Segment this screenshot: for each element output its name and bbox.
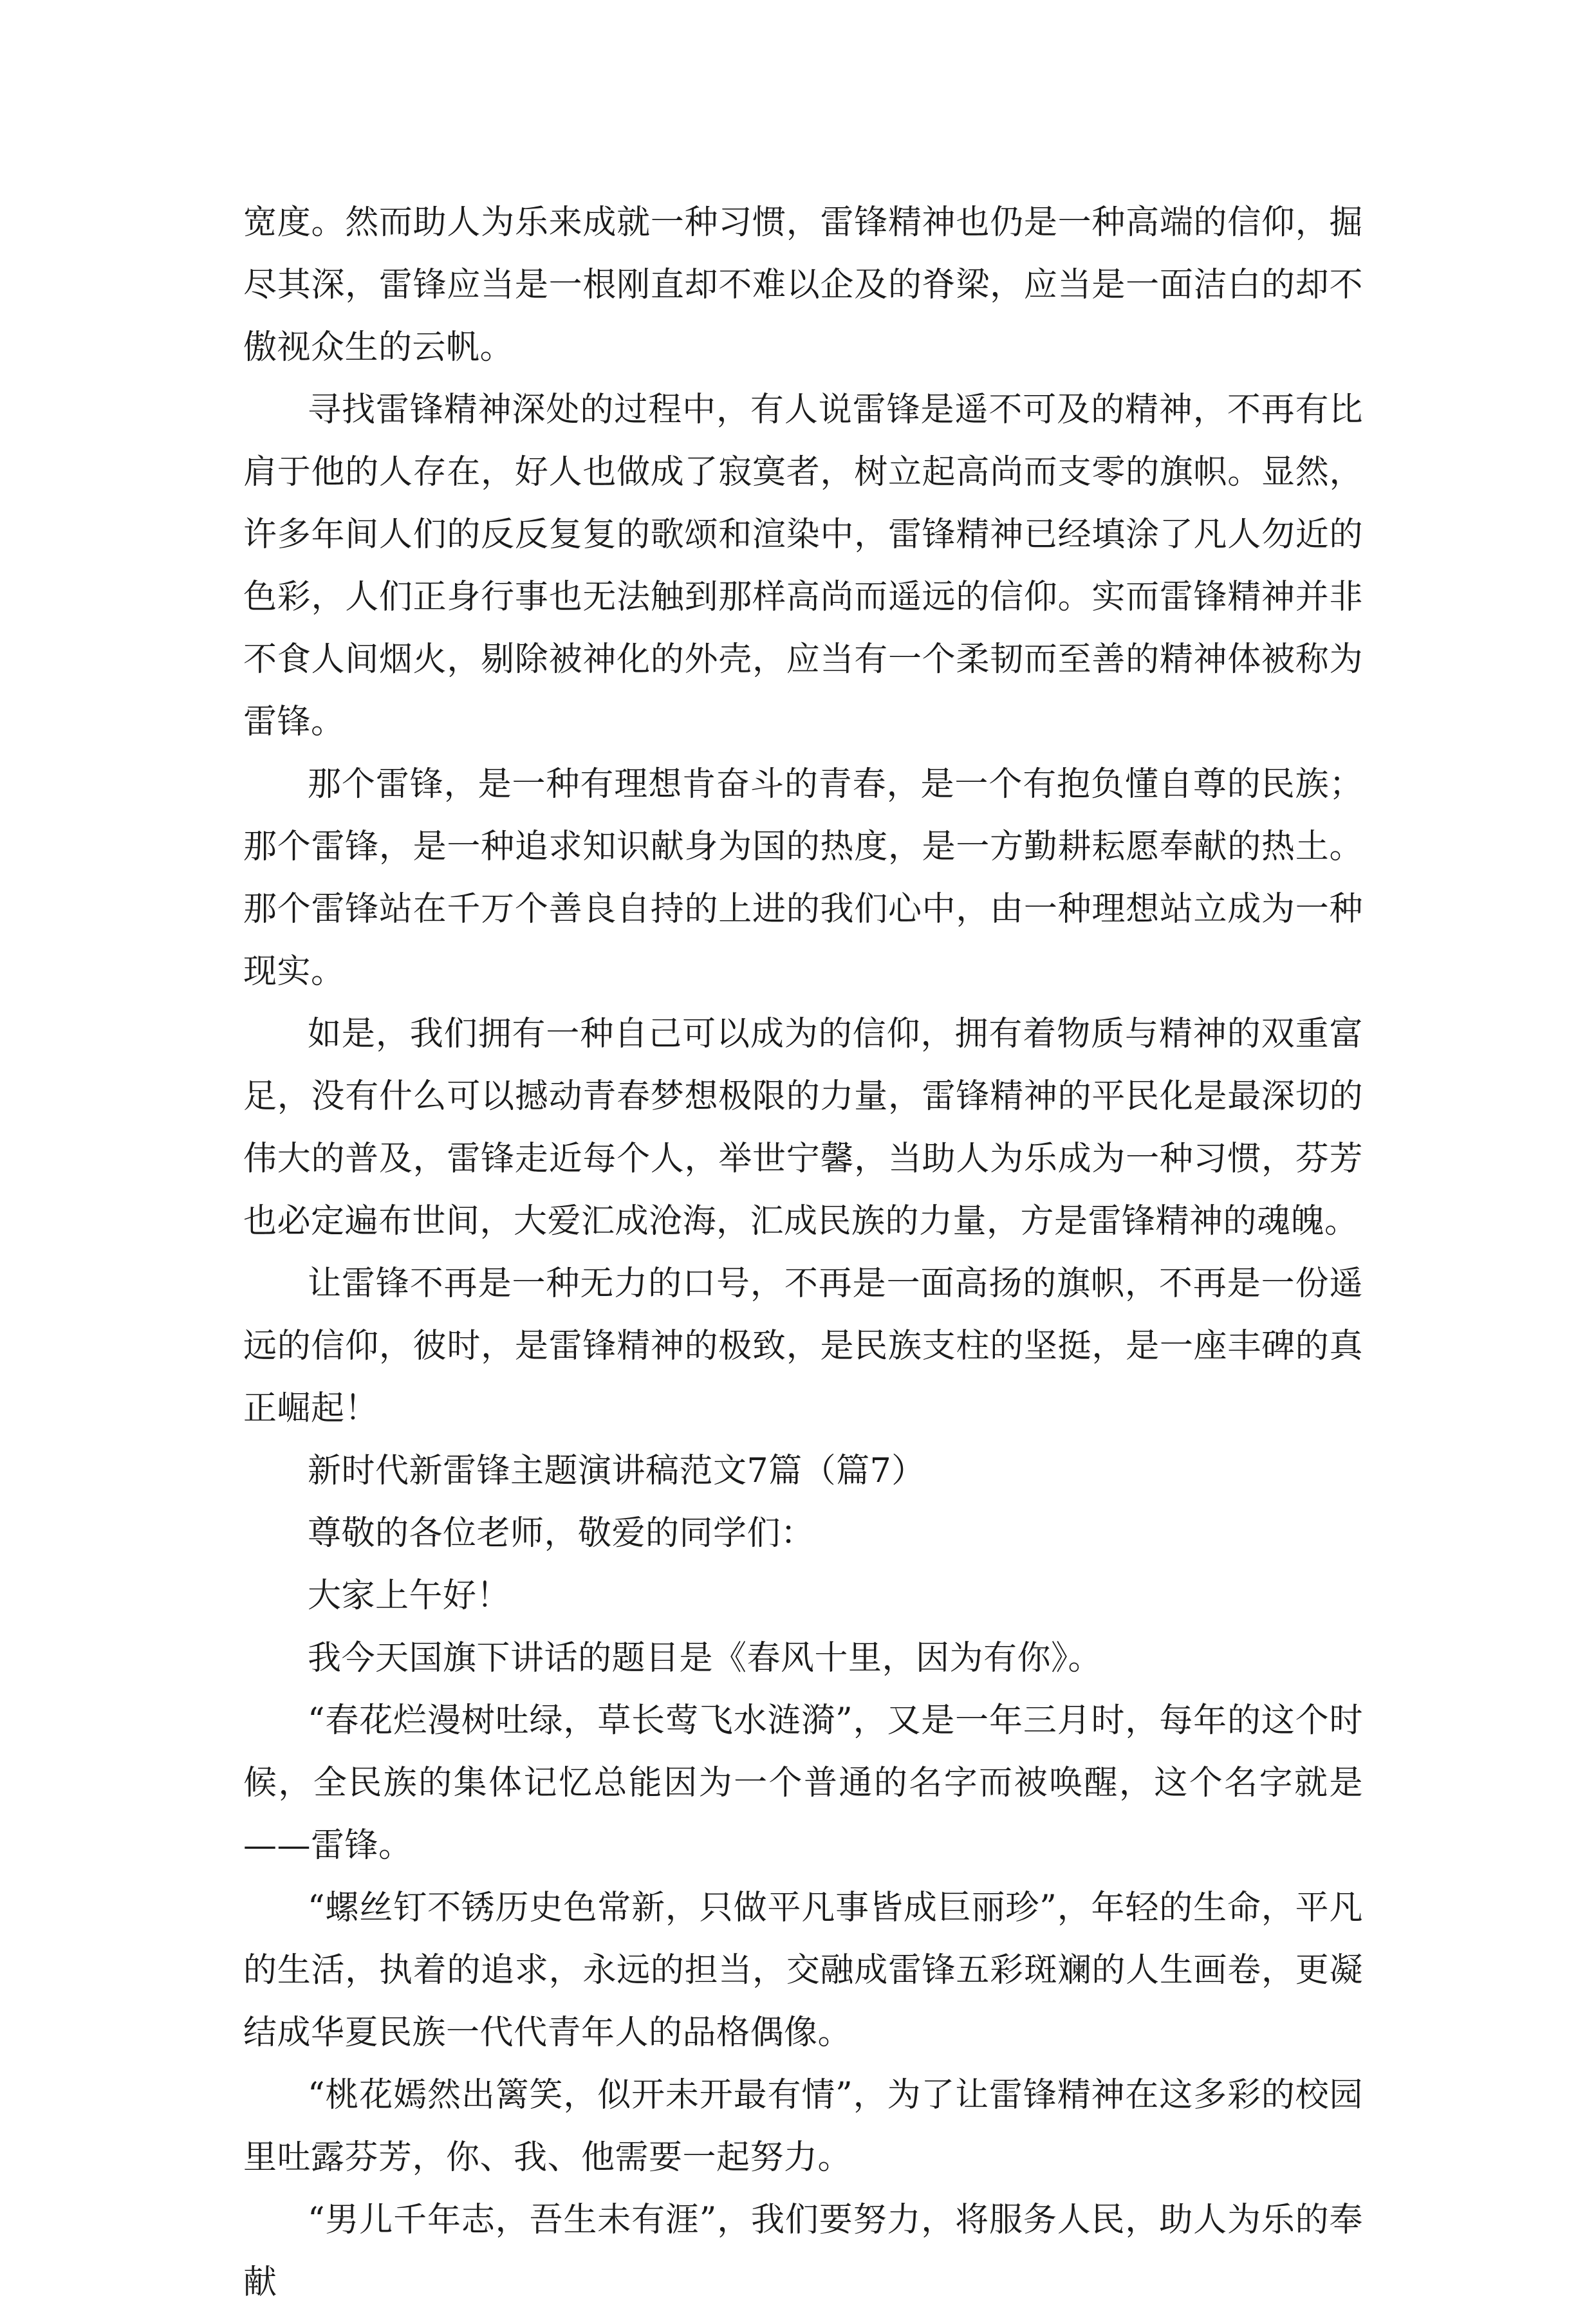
paragraph-continued: 宽度。然而助人为乐来成就一种习惯，雷锋精神也仍是一种高端的信仰，掘尽其深，雷锋应当是一根刚直却不难以企及的脊梁，应当是一面洁白的却不傲视众生的云帆。 [243, 203, 1363, 367]
paragraph: “螺丝钉不锈历史色常新，只做平凡事皆成巨丽珍”，年轻的生命，平凡的生活，执着的追求，永远的担当，交融成雷锋五彩斑斓的人生画卷，更凝结成华夏民族一代代青年人的品格偶像。 [243, 1889, 1363, 2052]
greeting: 大家上午好！ [308, 1577, 511, 1615]
paragraph: 如是，我们拥有一种自己可以成为的信仰，拥有着物质与精神的双重富足，没有什么可以撼动青春梦想极限的力量，雷锋精神的平民化是最深切的伟大的普及，雷锋走近每个人，举世宁馨，当助人为乐成为一种习惯，芬芳也必定遍布世间，大爱汇成沧海，汇成民族的力量，方是雷锋精神的魂魄。 [243, 1015, 1363, 1241]
paragraph: 寻找雷锋精神深处的过程中，有人说雷锋是遥不可及的精神，不再有比肩于他的人存在，好人也做成了寂寞者，树立起高尚而支零的旗帜。显然，许多年间人们的反反复复的歌颂和渲染中，雷锋精神已经填涂了凡人勿近的色彩，人们正身行事也无法触到那样高尚而遥远的信仰。实而雷锋精神并非不食人间烟火，剔除被神化的外壳，应当有一个柔韧而至善的精神体被称为雷锋。 [243, 391, 1363, 741]
paragraph: 我今天国旗下讲话的题目是《春风十里，因为有你》。 [308, 1639, 1102, 1678]
paragraph: 那个雷锋，是一种有理想肯奋斗的青春，是一个有抱负懂自尊的民族；那个雷锋，是一种追求知识献身为国的热度，是一方勤耕耘愿奉献的热土。那个雷锋站在千万个善良自持的上进的我们心中，由一种理想站立成为一种现实。 [243, 765, 1363, 991]
paragraph: “桃花嫣然出篱笑，似开未开最有情”，为了让雷锋精神在这多彩的校园里吐露芬芳，你、我、他需要一起努力。 [243, 2076, 1363, 2177]
section-heading: 新时代新雷锋主题演讲稿范文7篇（篇7） [308, 1452, 925, 1490]
salutation: 尊敬的各位老师，敬爱的同学们： [308, 1514, 815, 1553]
paragraph: 让雷锋不再是一种无力的口号，不再是一面高扬的旗帜，不再是一份遥远的信仰，彼时，是雷锋精神的极致，是民族支柱的坚挺，是一座丰碑的真正崛起！ [243, 1264, 1363, 1428]
document-body [243, 192, 1363, 2314]
paragraph: “男儿千年志，吾生未有涯”，我们要努力，将服务人民，助人为乐的奉献 [243, 2201, 1363, 2302]
paragraph: “春花烂漫树吐绿，草长莺飞水涟漪”，又是一年三月时，每年的这个时候，全民族的集体记忆总能因为一个普通的名字而被唤醒，这个名字就是——雷锋。 [243, 1701, 1363, 1865]
